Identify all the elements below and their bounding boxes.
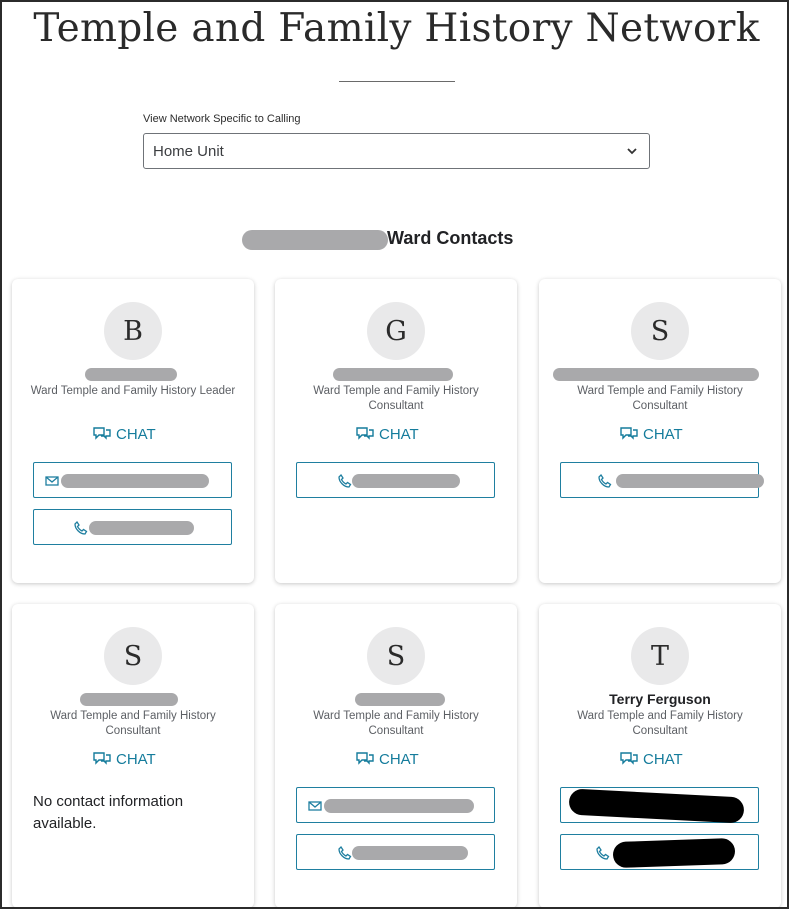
chat-button[interactable]	[93, 426, 156, 443]
redacted-email	[61, 474, 209, 488]
chat-label: CHAT	[643, 751, 683, 768]
phone-icon	[74, 521, 88, 535]
email-icon	[308, 799, 322, 813]
redacted-ward-name	[242, 230, 388, 250]
calling-select-label: View Network Specific to Calling	[143, 113, 301, 125]
contact-name: Terry Ferguson	[609, 691, 711, 707]
avatar: T	[631, 627, 689, 685]
contact-role: Ward Temple and Family History Consultant	[313, 710, 479, 737]
phone-button[interactable]	[296, 834, 495, 870]
phone-icon	[596, 846, 610, 860]
chat-label: CHAT	[116, 751, 156, 768]
contact-card	[539, 604, 781, 908]
page-title: Temple and Family History Network	[33, 6, 760, 51]
phone-button[interactable]	[296, 462, 495, 498]
chat-bubbles-icon	[93, 427, 111, 442]
contact-role: Ward Temple and Family History Consultant	[577, 710, 743, 737]
chat-button[interactable]	[620, 426, 683, 443]
email-button[interactable]	[560, 787, 759, 823]
chat-bubbles-icon	[356, 752, 374, 767]
chat-button[interactable]	[356, 751, 419, 768]
no-contact-message: No contact information available.	[33, 793, 184, 832]
contact-card	[275, 604, 517, 908]
chat-button[interactable]	[93, 751, 156, 768]
email-icon	[45, 474, 59, 488]
redacted-phone	[613, 838, 736, 868]
redacted-name	[80, 693, 178, 706]
phone-icon	[338, 846, 352, 860]
redacted-email	[568, 788, 744, 823]
redacted-name	[85, 368, 177, 381]
chat-label: CHAT	[643, 426, 683, 443]
title-divider	[339, 81, 455, 82]
avatar: G	[367, 302, 425, 360]
contact-card	[12, 604, 254, 908]
redacted-phone	[352, 846, 468, 860]
phone-button[interactable]	[33, 509, 232, 545]
avatar: S	[367, 627, 425, 685]
contact-role: Ward Temple and Family History Consultant	[50, 710, 216, 737]
calling-select-value: Home Unit	[153, 143, 224, 160]
chevron-down-icon	[626, 145, 638, 157]
avatar: S	[104, 627, 162, 685]
contact-role: Ward Temple and Family History Consultant	[313, 385, 479, 412]
chat-bubbles-icon	[620, 427, 638, 442]
contact-card	[12, 279, 254, 583]
contact-role: Ward Temple and Family History Consultant	[577, 385, 743, 412]
avatar: S	[631, 302, 689, 360]
contact-card	[275, 279, 517, 583]
redacted-phone	[616, 474, 764, 488]
redacted-name	[355, 693, 445, 706]
chat-bubbles-icon	[620, 752, 638, 767]
phone-icon	[598, 474, 612, 488]
chat-button[interactable]	[356, 426, 419, 443]
chat-bubbles-icon	[356, 427, 374, 442]
chat-label: CHAT	[379, 751, 419, 768]
phone-icon	[338, 474, 352, 488]
chat-button[interactable]	[620, 751, 683, 768]
redacted-phone	[352, 474, 460, 488]
chat-label: CHAT	[116, 426, 156, 443]
redacted-name	[333, 368, 453, 381]
section-title: Ward Contacts	[387, 228, 514, 248]
calling-select[interactable]	[143, 133, 650, 169]
phone-button[interactable]	[560, 462, 759, 498]
redacted-name	[553, 368, 759, 381]
chat-bubbles-icon	[93, 752, 111, 767]
phone-button[interactable]	[560, 834, 759, 870]
chat-label: CHAT	[379, 426, 419, 443]
contact-role: Ward Temple and Family History Leader	[30, 385, 236, 397]
redacted-phone	[89, 521, 194, 535]
avatar: B	[104, 302, 162, 360]
contact-card	[539, 279, 781, 583]
email-button[interactable]	[33, 462, 232, 498]
redacted-email	[324, 799, 474, 813]
email-button[interactable]	[296, 787, 495, 823]
